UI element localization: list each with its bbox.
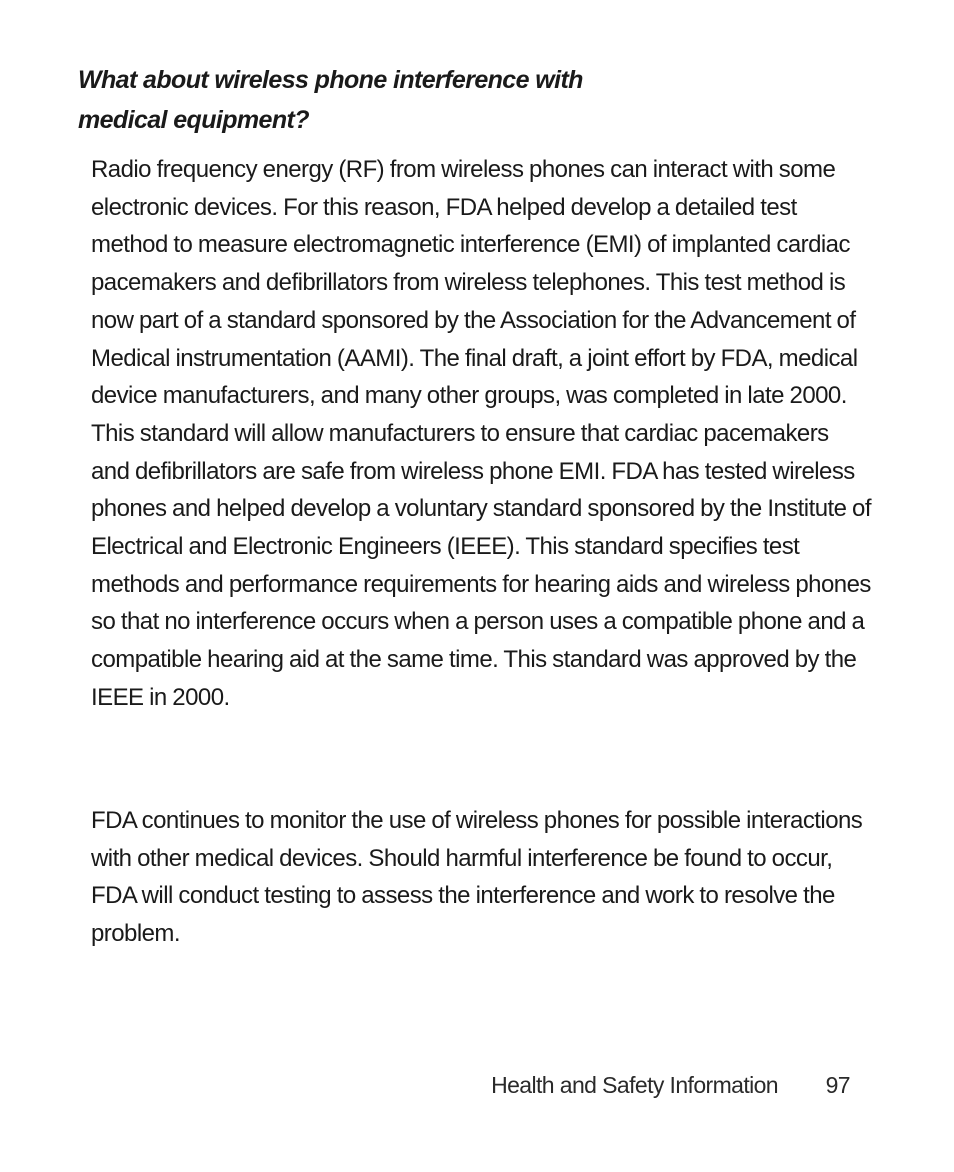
body-paragraph-2: FDA continues to monitor the use of wireless phones for possible interactions with other medical devices. Should harmful interference be found to occur, FDA will conduct testing to assess the interference and work to resolve the problem.: [91, 807, 863, 948]
section-heading: [78, 60, 718, 140]
page-footer: [450, 1072, 850, 1108]
section-heading-line-1: What about wireless phone interference with: [78, 66, 583, 94]
footer-page-number: 97: [825, 1072, 850, 1098]
body-paragraph-1: Radio frequency energy (RF) from wireless phones can interact with some electronic devices. For this reason, FDA helped develop a detailed test method to measure electromagnetic interference (EMI) of implanted cardiac pacemakers and defibrillators from wireless telephones. This test method is now part of a standard sponsored by the Association for the Advancement of Medical instrumentation (AAMI). The final draft, a joint effort by FDA, medical device manufacturers, and many other groups, was completed in late 2000. This standard will allow manufacturers to ensure that cardiac pacemakers and defibrillators are safe from wireless phone EMI. FDA has tested wireless phones and helped develop a voluntary standard sponsored by the Institute of Electrical and Electronic Engineers (IEEE). This standard specifies test methods and performance requirements for hearing aids and wireless phones so that no interference occurs when a person uses a compatible phone and a compatible hearing aid at the same time. This standard was approved by the IEEE in 2000.: [91, 156, 871, 711]
footer-section-title: Health and Safety Information: [491, 1072, 778, 1098]
section-heading-line-2: medical equipment?: [78, 106, 309, 134]
